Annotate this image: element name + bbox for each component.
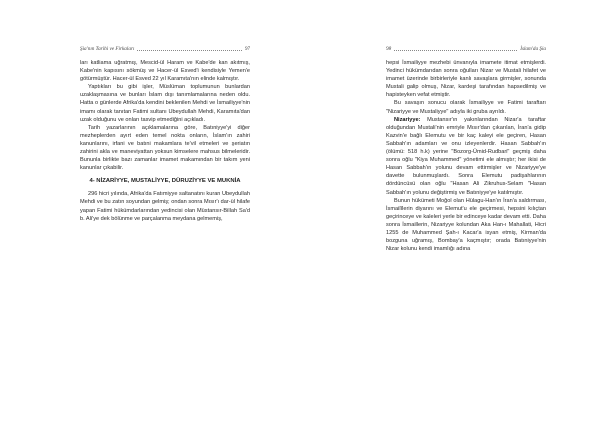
right-body-text	[386, 59, 546, 253]
right-page-number: 98	[386, 46, 392, 52]
left-header-title: Şia'nın Tarihi ve Firkaları	[80, 46, 135, 52]
nizariyye-paragraph	[386, 116, 546, 197]
section-heading: 4- NİZARİYYE, MUSTALİYYE, DÜRUZİYYE VE MUKNİA	[89, 178, 241, 185]
left-page-header	[80, 44, 250, 54]
left-body-text	[80, 59, 250, 223]
term-label: Nizariyye:	[394, 116, 421, 123]
body-paragraph: Bu savaşın sonucu olarak İsmailiyye ve Fatimi taraftarı "Nizariyye ve Mustaliyye" adıyla iki gruba ayrıldı.	[386, 100, 546, 115]
body-paragraph: Yaptıkları bu gibi işler, Müslüman toplumunun bunlardan uzaklaşmasına ve bunları İslam dışı tanımlamalarına neden oldu. Hatta o günlerde Afrika'da kendini beklenilen Mehdi ve İsmailiyye'nin imamı olarak tanıtan Fatimi sultanı Ubeydullah Mehdi, Karamıta'dan uzak olduğunu ve onları tasvip etmediğini açıkladı.	[80, 84, 250, 123]
body-paragraph: Bunun hükümeti Moğol olan Hülagu-Han'ın İran'a saldırması, İsmailîlerin diyarını ve Elemut'u ele geçirmesi, hepsini kılıçtan geçirinceye ve kaleleri yerle bir edinceye kadar devam etti. Daha sonra İsmaillerin, Nizariyye kolundan Aka Han-ı Mahallati, Hicri 1255 de Muhammed Şah-ı Kacar'a isyan etmiş, Kirman'da bozguna uğramış, Bombay'a kaçmıştır; orada Batıniyye'nin Nizar kolunu kendi imamlığı adına	[386, 197, 546, 253]
left-page-number: 97	[244, 46, 250, 52]
term-definition: Mustansır'ın yakınlarından Nizar'a taraftar olduğundan Mustali'nin emriyle Mısır'dan çıkarılan, İran'a gidip Kazvin'e bağlı Elemutu ve bir kaç kaleyi ele geçiren, Hasan Sabbah'ın adamları ve onu izleyenlerdir. Hasan Sabbah'ın (ölümü: 518 h.k) yerine "Bozorg-Ümid-Rudbari" geçmiş daha sonra oğlu "Kiya Muhammed" yönetimi ele almıştır; her ikisi de Hasan Sabbah'ın yolunu devam ettirmişler ve Nizariyye'ye davette bulunmuşlardı. Sonra Elemutu padişahlarının dördüncüsü olan oğlu "Hasan Ali Zikruhus-Selam "Hasan Sabbah'ın yolunu değiştirmiş ve Batıniyye'ye katılmıştır.	[386, 116, 546, 196]
header-dot-leader	[394, 50, 517, 51]
right-header-title: İslam'da Şia	[520, 46, 546, 52]
header-dot-leader	[137, 50, 241, 51]
body-paragraph: hepsi İsmailiyye mezhebi ünvanıyla imamete itimat etmişlerdi. Yedinci hükümdarıdan sonra oğulları Nizar ve Mustali hilafet ve imamet üzerinde birbirleriyle kanlı savaşlara girmişler, sonunda Mustali galip olmuş, Nizar, kardeşi tarafından hapsedilmiş ve hapisteyken vefat etmiştir.	[386, 60, 546, 99]
right-page	[300, 0, 600, 424]
body-paragraph: 296 hicri yılında, Afrika'da Fatımiyye saltanatını kuran Ubeydullah Mehdi ve bu zatın soyundan gelmiş; ondan sonra Mısır'ı dar-ül hilafe yapan Fatimi hükümdarlarından yedincisi olan Müstansır-Billah Sa'd b. Ali'ye dek bölünme ve parçalanma meydana gelmemiş,	[80, 191, 250, 222]
body-paragraph: ları katliama uğratmış, Mescid-ül Haram ve Kabe'de kan akıtmış, Kabe'nin kapısını sökmüş ve Hacer-ül Esved'i kendisiyle Yemen'e götürmüştür. Hacer-ül Esved 22 yıl Karamıta'nın elinde kalmıştır.	[80, 60, 250, 83]
right-page-header	[386, 44, 546, 54]
body-paragraph: Tarih yazarlarının açıklamalarına göre, Batıniyye'yi diğer mezheplerden ayırt eden temel nokta onların, İslam'ın zahiri kanunlarını, irfani ve batıni makamlara te'vil etmeleri ve şeriatın zahirini akla ve maneviyattan yoksun kimselere mahsus bilmeleridir. Bununla birlikte bazı zamanlar imamet makamından bir takım yeni kanunlar çıkabilir.	[80, 124, 250, 172]
